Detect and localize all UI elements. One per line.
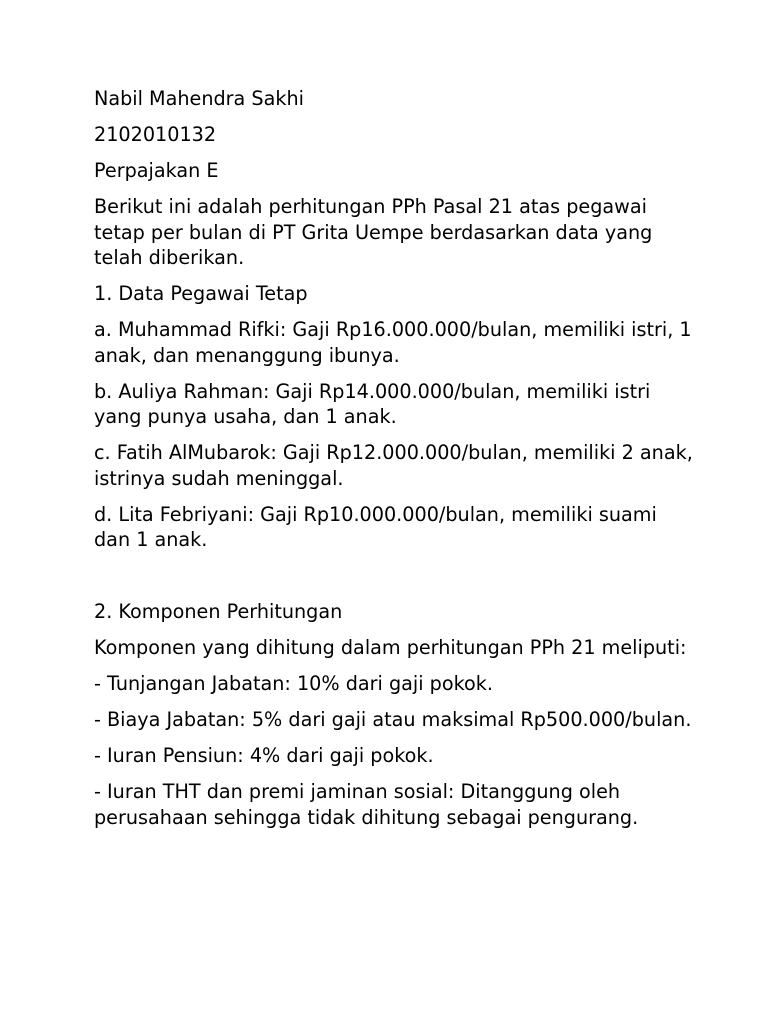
document-body (94, 86, 699, 841)
component-item: - Tunjangan Jabatan: 10% dari gaji pokok. (94, 672, 493, 695)
employee-item: b. Auliya Rahman: Gaji Rp14.000.000/bulan, memiliki istri yang punya usaha, dan 1 anak. (94, 379, 657, 428)
employee-item: c. Fatih AlMubarok: Gaji Rp12.000.000/bulan, memiliki 2 anak, istrinya sudah meninggal. (94, 441, 699, 490)
components-intro: Komponen yang dihitung dalam perhitungan PPh 21 meliputi: (94, 636, 687, 659)
author-name: Nabil Mahendra Sakhi (94, 87, 304, 110)
component-item: - Biaya Jabatan: 5% dari gaji atau maksimal Rp500.000/bulan. (94, 708, 692, 731)
component-item: - Iuran THT dan premi jaminan sosial: Ditanggung oleh perusahaan sehingga tidak dihitung sebagai pengurang. (94, 780, 639, 829)
section-heading-komponen: 2. Komponen Perhitungan (94, 600, 343, 623)
employee-item: a. Muhammad Rifki: Gaji Rp16.000.000/bulan, memiliki istri, 1 anak, dan menanggung ibunya. (94, 318, 698, 367)
section-heading-data-pegawai: 1. Data Pegawai Tetap (94, 282, 308, 305)
employee-item: d. Lita Febriyani: Gaji Rp10.000.000/bulan, memiliki suami dan 1 anak. (94, 502, 663, 551)
blank-line (94, 563, 694, 589)
student-id: 2102010132 (94, 123, 217, 146)
course-name: Perpajakan E (94, 159, 219, 182)
intro-paragraph: Berikut ini adalah perhitungan PPh Pasal 21 atas pegawai tetap per bulan di PT Grita Uempe berdasarkan data yang telah diberikan. (94, 195, 659, 269)
component-item: - Iuran Pensiun: 4% dari gaji pokok. (94, 744, 434, 767)
